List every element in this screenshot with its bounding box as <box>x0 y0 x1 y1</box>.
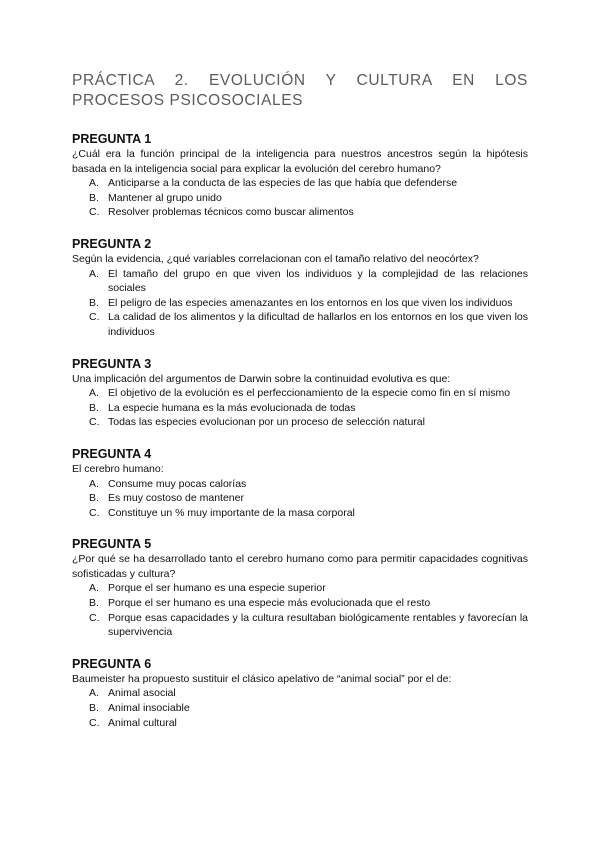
answer-options <box>72 686 528 730</box>
answer-option <box>72 596 528 611</box>
answer-options <box>72 386 528 430</box>
option-text: Porque el ser humano es una especie más evolucionada que el resto <box>108 597 431 610</box>
option-text: Es muy costoso de mantener <box>108 492 244 505</box>
answer-option <box>72 386 528 401</box>
option-text: Resolver problemas técnicos como buscar alimentos <box>108 206 354 219</box>
answer-option <box>72 581 528 596</box>
option-letter: A. <box>89 687 99 700</box>
answer-option <box>72 716 528 731</box>
answer-option <box>72 176 528 191</box>
question-text: El cerebro humano: <box>72 462 164 475</box>
option-text: Consume muy pocas calorías <box>108 477 247 490</box>
answer-option <box>72 296 528 311</box>
option-text: Porque esas capacidades y la cultura resultaban biológicamente rentables y favorecían la supervivencia <box>108 611 528 639</box>
option-text: Mantener al grupo unido <box>108 191 222 204</box>
question-text: Una implicación del argumentos de Darwin sobre la continuidad evolutiva es que: <box>72 372 451 385</box>
option-letter: A. <box>89 267 99 280</box>
option-letter: C. <box>89 311 100 324</box>
answer-option <box>72 701 528 716</box>
answer-option <box>72 191 528 206</box>
question-text: Según la evidencia, ¿qué variables correlacionan con el tamaño relativo del neocórtex? <box>72 252 479 265</box>
option-letter: A. <box>89 477 99 490</box>
option-text: Animal asocial <box>108 687 176 700</box>
option-letter: B. <box>89 296 99 309</box>
answer-option <box>72 477 528 492</box>
option-letter: B. <box>89 401 99 414</box>
option-text: El objetivo de la evolución es el perfeccionamiento de la especie como fin en sí mismo <box>108 387 511 400</box>
option-text: Animal insociable <box>108 702 190 715</box>
option-text: Porque el ser humano es una especie superior <box>108 582 326 595</box>
question-list <box>72 131 528 730</box>
option-text: Anticiparse a la conducta de las especies de las que había que defenderse <box>108 177 458 190</box>
answer-option <box>72 611 528 640</box>
page-title: PRÁCTICA 2. EVOLUCIÓN Y CULTURA EN LOS PROCESOS PSICOSOCIALES <box>72 72 528 109</box>
question-heading: PREGUNTA 6 <box>72 656 152 671</box>
question-heading: PREGUNTA 1 <box>72 132 152 146</box>
answer-options <box>72 477 528 521</box>
question-text: Baumeister ha propuesto sustituir el clásico apelativo de “animal social” por el de: <box>72 672 452 685</box>
question-block <box>72 131 528 220</box>
answer-options <box>72 581 528 639</box>
question-text: ¿Cuál era la función principal de la inteligencia para nuestros ancestros según la hipótesis basada en la inteligencia social para explicar la evolución del cerebro humano? <box>72 148 528 175</box>
question-block <box>72 656 528 730</box>
option-text: Animal cultural <box>108 716 177 729</box>
answer-option <box>72 310 528 339</box>
option-letter: A. <box>89 177 99 190</box>
option-text: La calidad de los alimentos y la dificultad de hallarlos en los entornos en los que viven los individuos <box>108 311 528 338</box>
question-block <box>72 356 528 430</box>
option-letter: C. <box>89 716 100 729</box>
option-text: Todas las especies evolucionan por un proceso de selección natural <box>108 416 425 429</box>
option-letter: A. <box>89 582 99 595</box>
option-text: Constituye un % muy importante de la masa corporal <box>108 506 355 519</box>
answer-option <box>72 267 528 296</box>
answer-option <box>72 506 528 521</box>
answer-option <box>72 415 528 430</box>
option-letter: C. <box>89 206 100 219</box>
question-text: ¿Por qué se ha desarrollado tanto el cerebro humano como para permitir capacidades cognitivas sofisticadas y cultura? <box>72 553 528 580</box>
answer-options <box>72 176 528 220</box>
option-text: El peligro de las especies amenazantes en los entornos en los que viven los individuos <box>108 296 513 309</box>
question-block <box>72 446 528 520</box>
option-letter: B. <box>89 702 99 715</box>
question-heading: PREGUNTA 5 <box>72 537 152 552</box>
answer-option <box>72 205 528 220</box>
answer-option <box>72 491 528 506</box>
option-letter: C. <box>89 506 100 519</box>
option-letter: A. <box>89 387 99 400</box>
option-letter: B. <box>89 492 99 505</box>
question-heading: PREGUNTA 2 <box>72 236 152 251</box>
option-letter: C. <box>89 416 100 429</box>
option-text: El tamaño del grupo en que viven los individuos y la complejidad de las relaciones sociales <box>108 267 528 295</box>
question-block <box>72 536 528 640</box>
answer-option <box>72 686 528 701</box>
answer-options <box>72 267 528 340</box>
option-letter: B. <box>89 597 99 610</box>
option-text: La especie humana es la más evolucionada de todas <box>108 401 356 414</box>
answer-option <box>72 401 528 416</box>
question-heading: PREGUNTA 3 <box>72 356 152 371</box>
option-letter: C. <box>89 611 100 624</box>
option-letter: B. <box>89 191 99 204</box>
question-block <box>72 236 528 340</box>
question-heading: PREGUNTA 4 <box>72 446 152 461</box>
